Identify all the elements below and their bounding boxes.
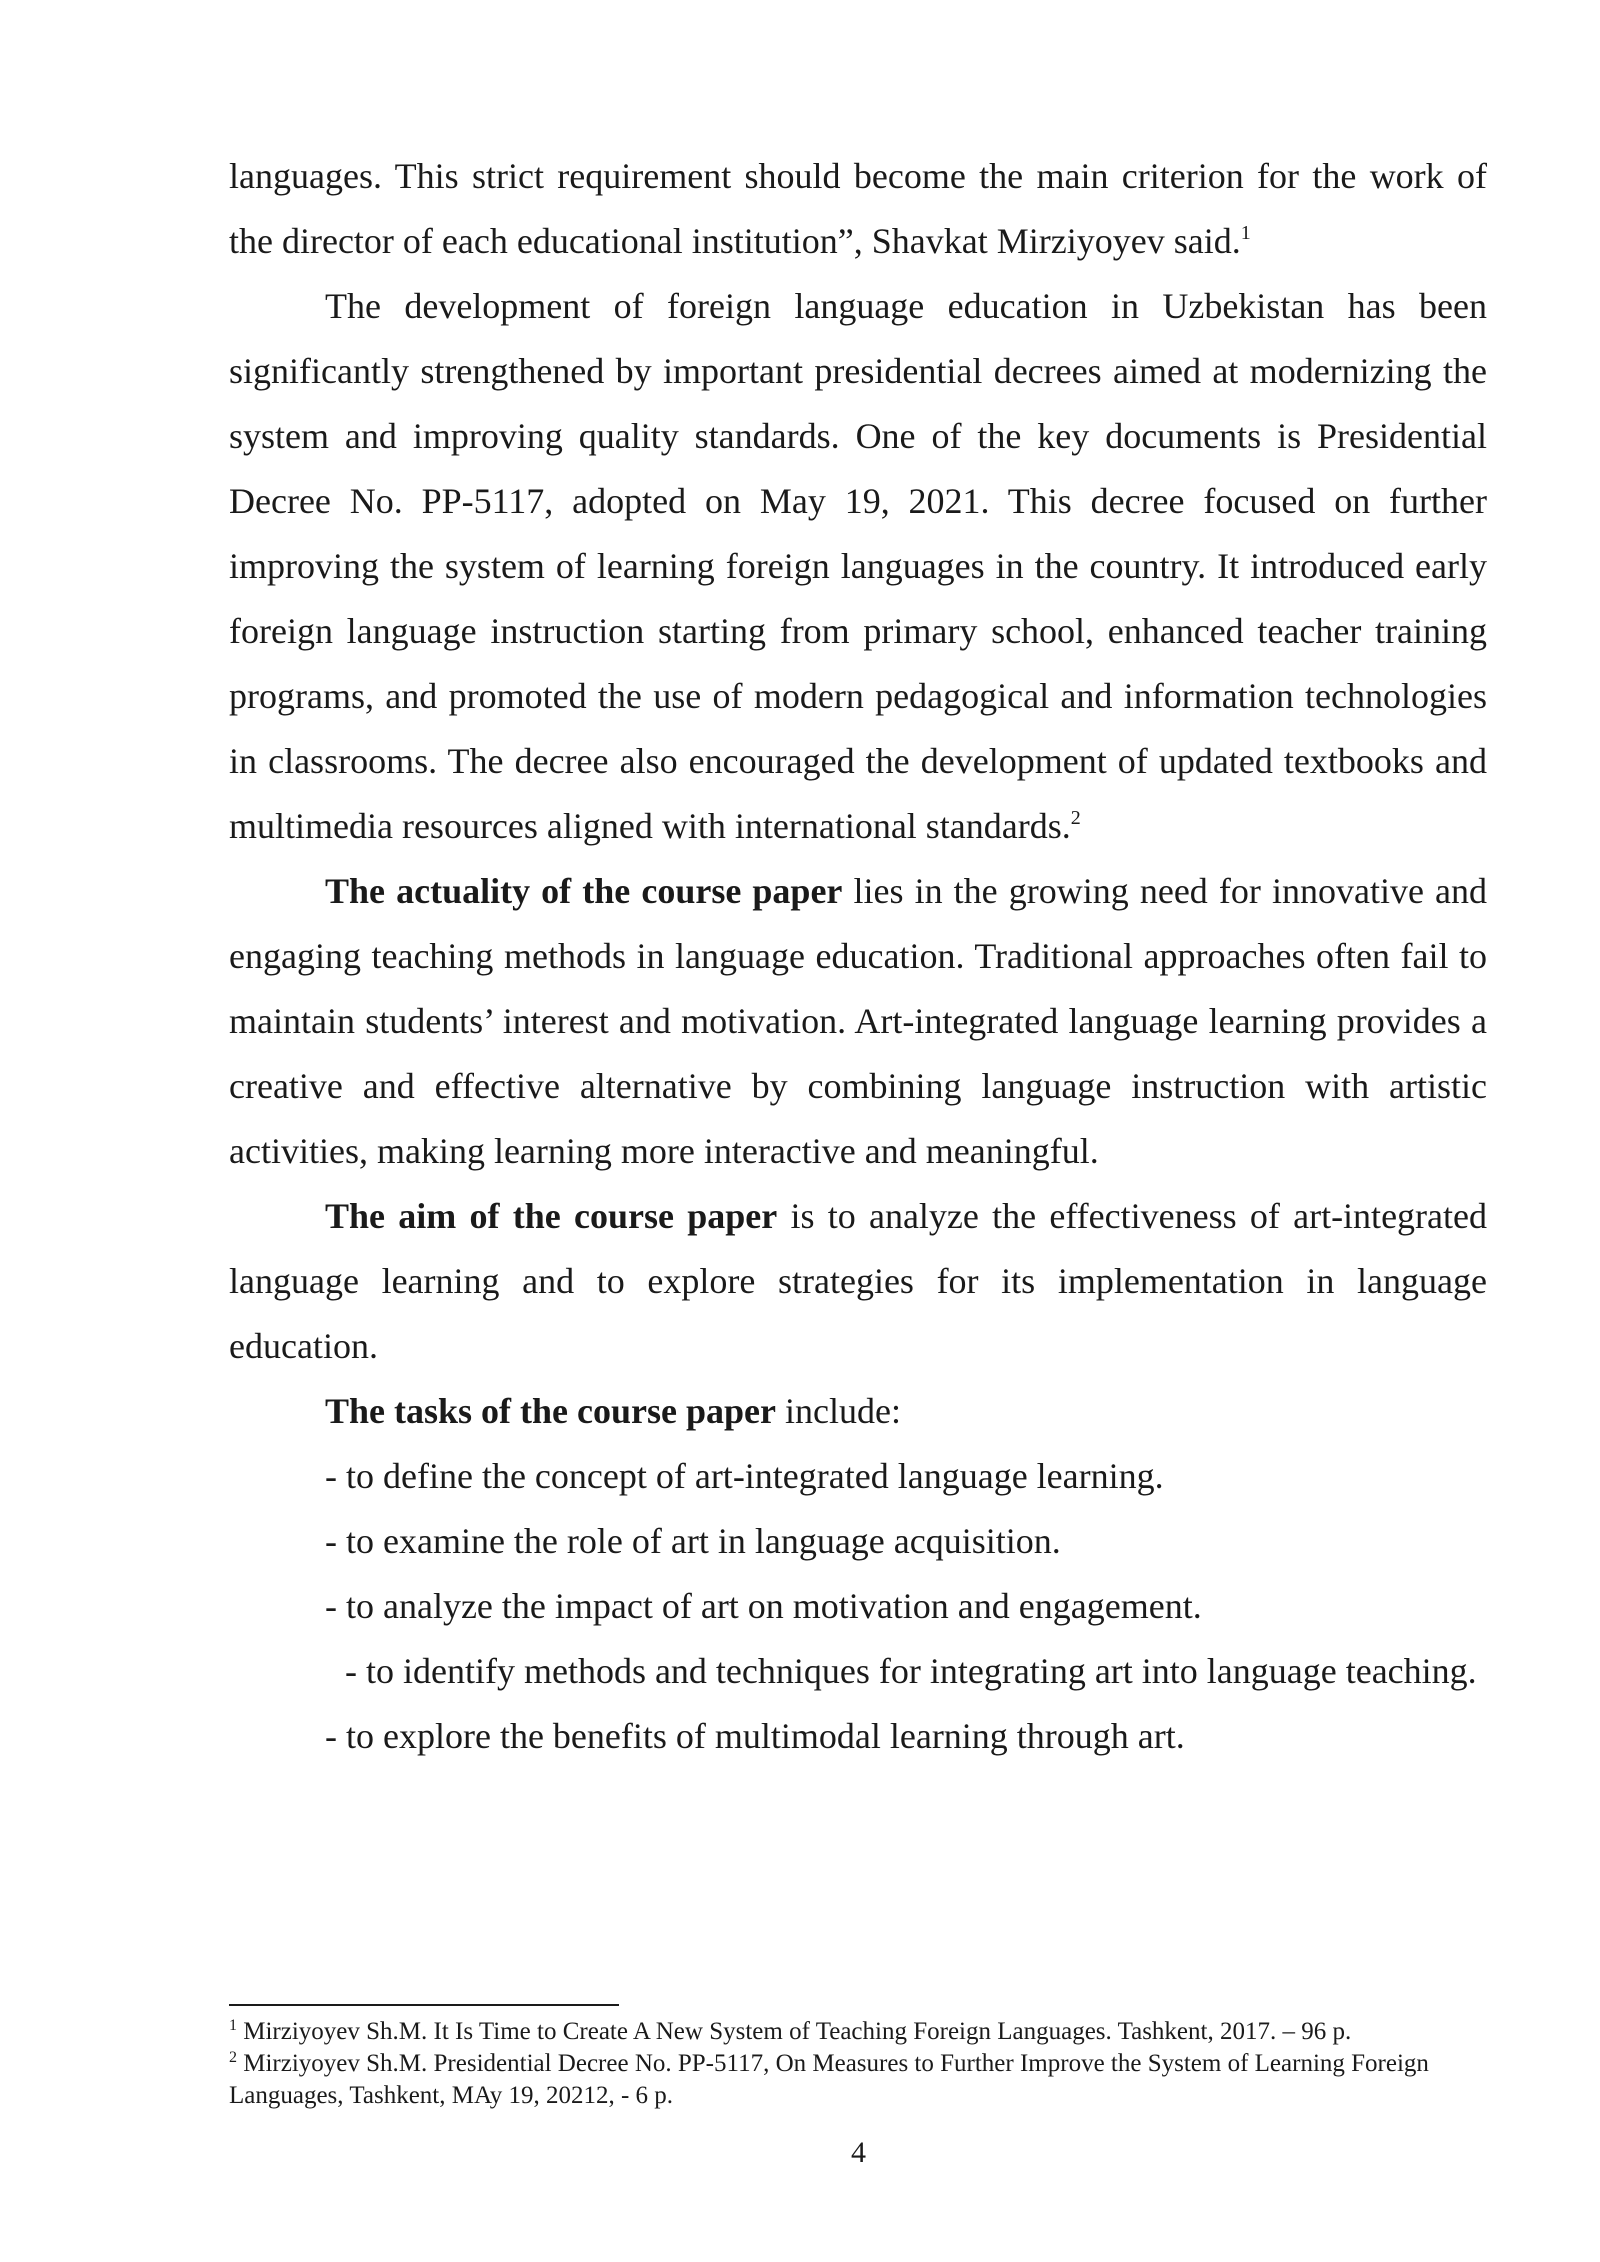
- task-item: - to analyze the impact of art on motivation and engagement.: [325, 1586, 1202, 1626]
- paragraph-text: The development of foreign language education in Uzbekistan has been significantly strengthened by important presidential decrees aimed at modernizing the system and improving quality standards. One of the key documents is Presidential Decree No. PP-5117, adopted on May 19, 2021. This decree focused on further improving the system of learning foreign languages in the country. It introduced early foreign language instruction starting from primary school, enhanced teacher training programs, and promoted the use of modern pedagogical and information technologies in classrooms. The decree also encouraged the development of updated textbooks and multimedia resources aligned with international standards.: [229, 286, 1487, 846]
- footnote-ref[interactable]: 2: [1070, 807, 1081, 829]
- body-text: [229, 144, 1487, 1769]
- footnote-text: Mirziyoyev Sh.M. It Is Time to Create A New System of Teaching Foreign Languages. Tashkent, 2017. – 96 p.: [243, 2018, 1352, 2045]
- footnotes: [229, 2016, 1487, 2112]
- footnote-item: [229, 2016, 1487, 2048]
- task-item: - to examine the role of art in language acquisition.: [325, 1521, 1061, 1561]
- paragraph-actuality: [229, 859, 1487, 1184]
- paragraph-tasks-intro: [229, 1379, 1487, 1444]
- footnote-number: 1: [229, 2017, 237, 2034]
- task-item: - to explore the benefits of multimodal learning through art.: [325, 1716, 1185, 1756]
- paragraph-quote-end: [229, 144, 1487, 274]
- task-item: - to identify methods and techniques for integrating art into language teaching.: [345, 1651, 1477, 1691]
- paragraph-text: include:: [775, 1391, 901, 1431]
- tasks-heading: The tasks of the course paper: [325, 1391, 776, 1431]
- footnote-separator: [229, 2004, 619, 2006]
- footnote-text: Mirziyoyev Sh.M. Presidential Decree No. PP-5117, On Measures to Further Improve the System of Learning Foreign Languages, Tashkent, MAy 19, 20212, - 6 p.: [229, 2050, 1429, 2109]
- task-item: - to define the concept of art-integrated language learning.: [325, 1456, 1164, 1496]
- paragraph-decrees: [229, 274, 1487, 859]
- paragraph-text: lies in the growing need for innovative and engaging teaching methods in language education. Traditional approaches often fail to maintain students’ interest and motivation. Art-integrated language learning provides a creative and effective alternative by combining language instruction with artistic activities, making learning more interactive and meaningful.: [229, 871, 1487, 1171]
- footnote-number: 2: [229, 2049, 237, 2066]
- paragraph-aim: [229, 1184, 1487, 1379]
- footnote-ref[interactable]: 1: [1240, 222, 1251, 244]
- page-number: 4: [851, 2136, 866, 2169]
- paragraph-text: is to analyze the effectiveness of art-integrated language learning and to explore strategies for its implementation in language education.: [229, 1196, 1487, 1366]
- aim-heading: The aim of the course paper: [325, 1196, 778, 1236]
- actuality-heading: The actuality of the course paper: [325, 871, 843, 911]
- paragraph-text: languages. This strict requirement should become the main criterion for the work of the director of each educational institution”, Shavkat Mirziyoyev said.: [229, 156, 1487, 261]
- footnote-item: [229, 2048, 1487, 2112]
